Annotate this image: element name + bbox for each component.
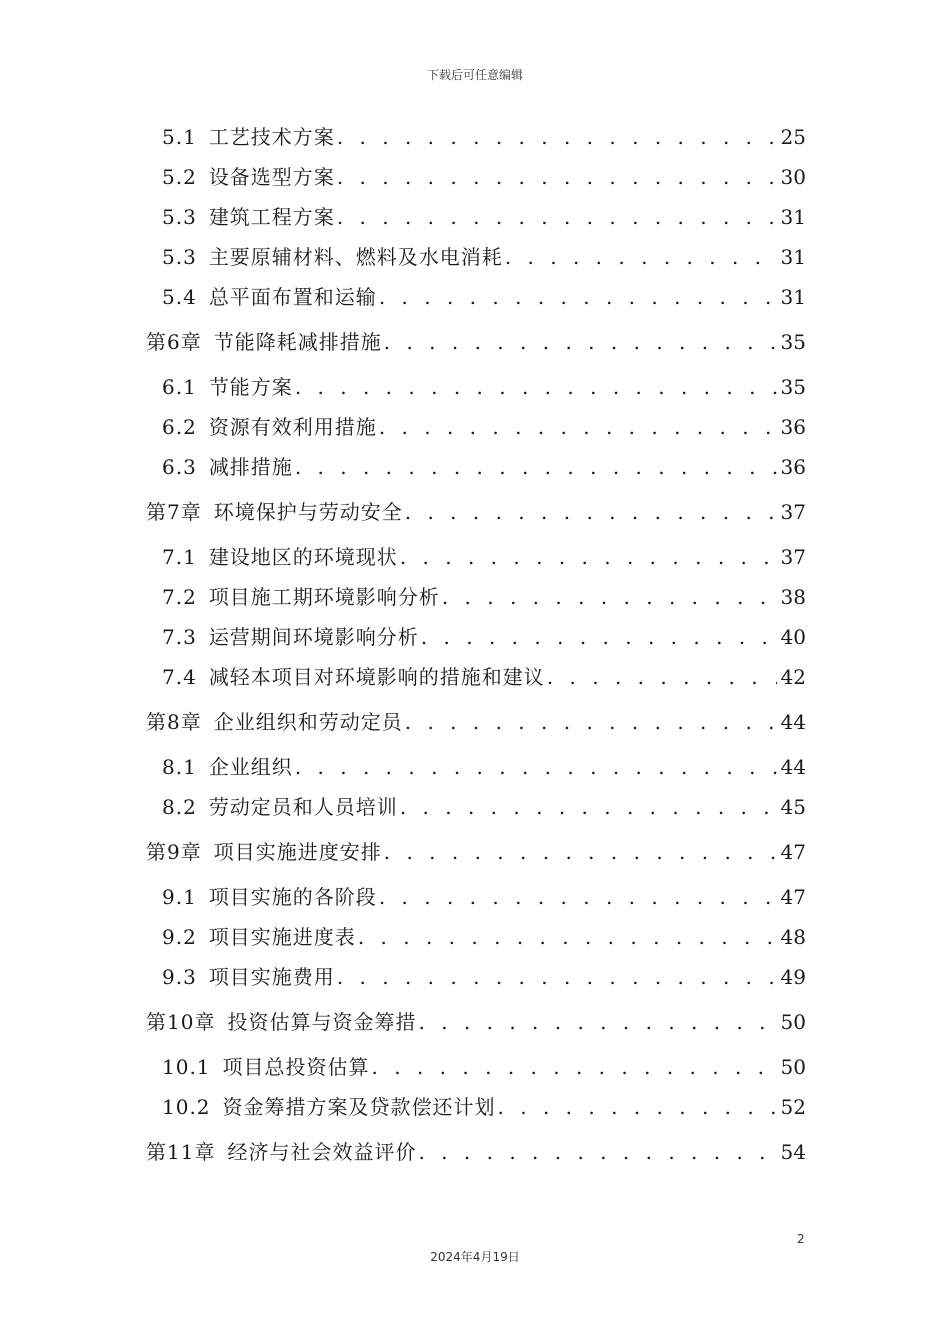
toc-entry-title: 建筑工程方案 <box>208 205 335 229</box>
toc-entry-page: 45 <box>780 795 806 819</box>
toc-entry-number: 9.1 <box>162 885 197 909</box>
toc-dot-leader <box>384 827 777 877</box>
toc-entry-title: 项目实施费用 <box>208 965 335 989</box>
toc-dot-leader <box>547 657 777 697</box>
toc-entry-title: 项目实施的各阶段 <box>208 885 377 909</box>
toc-entry-title: 总平面布置和运输 <box>208 285 377 309</box>
toc-dot-leader <box>498 1087 777 1127</box>
toc-dot-leader <box>295 367 777 407</box>
toc-entry-page: 50 <box>780 1055 806 1079</box>
toc-entry-page: 48 <box>780 925 806 949</box>
toc-section-entry[interactable] <box>146 367 806 407</box>
toc-section-entry[interactable] <box>146 917 806 957</box>
toc-entry-number: 9.3 <box>162 965 197 989</box>
toc-entry-title: 减排措施 <box>208 455 293 479</box>
toc-entry-number: 9.2 <box>162 925 197 949</box>
toc-entry-number: 7.3 <box>162 625 197 649</box>
toc-entry-number: 第8章 <box>146 710 202 734</box>
toc-entry-title: 资金筹措方案及贷款偿还计划 <box>222 1095 496 1119</box>
toc-entry-page: 36 <box>780 455 806 479</box>
toc-entry-number: 8.1 <box>162 755 197 779</box>
toc-section-entry[interactable] <box>146 277 806 317</box>
toc-dot-leader <box>295 447 777 487</box>
toc-section-entry[interactable] <box>146 237 806 277</box>
toc-entry-page: 52 <box>780 1095 806 1119</box>
toc-dot-leader <box>337 957 777 997</box>
toc-entry-number: 第10章 <box>146 1010 216 1034</box>
toc-dot-leader <box>405 487 777 537</box>
toc-section-entry[interactable] <box>146 1087 806 1127</box>
toc-chapter-entry[interactable] <box>146 697 806 747</box>
toc-entry-number: 第9章 <box>146 840 202 864</box>
toc-entry-title: 企业组织和劳动定员 <box>213 710 403 734</box>
toc-chapter-entry[interactable] <box>146 997 806 1047</box>
toc-entry-page: 54 <box>780 1140 806 1164</box>
toc-entry-number: 第6章 <box>146 330 202 354</box>
toc-entry-page: 44 <box>780 755 806 779</box>
toc-entry-page: 31 <box>780 205 806 229</box>
toc-entry-title: 节能降耗减排措施 <box>213 330 382 354</box>
toc-entry-title: 环境保护与劳动安全 <box>213 500 403 524</box>
toc-dot-leader <box>384 317 777 367</box>
toc-section-entry[interactable] <box>146 657 806 697</box>
toc-entry-page: 35 <box>780 330 806 354</box>
toc-entry-title: 节能方案 <box>208 375 293 399</box>
toc-entry-number: 6.2 <box>162 415 197 439</box>
toc-entry-number: 10.1 <box>162 1055 211 1079</box>
toc-entry-title: 资源有效利用措施 <box>208 415 377 439</box>
toc-dot-leader <box>358 917 777 957</box>
toc-entry-title: 项目实施进度表 <box>208 925 356 949</box>
toc-entry-number: 5.3 <box>162 205 197 229</box>
toc-entry-title: 建设地区的环境现状 <box>208 545 398 569</box>
toc-entry-page: 37 <box>780 500 806 524</box>
toc-dot-leader <box>442 577 777 617</box>
toc-entry-page: 35 <box>780 375 806 399</box>
toc-chapter-entry[interactable] <box>146 827 806 877</box>
toc-dot-leader <box>379 277 777 317</box>
toc-entry-title: 投资估算与资金筹措 <box>227 1010 417 1034</box>
toc-section-entry[interactable] <box>146 407 806 447</box>
toc-entry-page: 30 <box>780 165 806 189</box>
toc-entry-page: 31 <box>780 245 806 269</box>
toc-entry-number: 6.1 <box>162 375 197 399</box>
toc-entry-page: 37 <box>780 545 806 569</box>
toc-entry-number: 5.2 <box>162 165 197 189</box>
toc-entry-number: 5.4 <box>162 285 197 309</box>
toc-section-entry[interactable] <box>146 117 806 157</box>
toc-dot-leader <box>337 157 777 197</box>
toc-section-entry[interactable] <box>146 537 806 577</box>
toc-entry-number: 7.1 <box>162 545 197 569</box>
toc-entry-title: 减轻本项目对环境影响的措施和建议 <box>208 665 545 689</box>
toc-entry-page: 49 <box>780 965 806 989</box>
toc-entry-number: 6.3 <box>162 455 197 479</box>
toc-section-entry[interactable] <box>146 197 806 237</box>
toc-dot-leader <box>372 1047 777 1087</box>
toc-entry-number: 7.2 <box>162 585 197 609</box>
toc-section-entry[interactable] <box>146 1047 806 1087</box>
page-footer-date: 2024年4月19日 <box>430 1250 520 1264</box>
toc-entry-title: 企业组织 <box>208 755 293 779</box>
toc-dot-leader <box>418 1127 776 1177</box>
toc-entry-number: 10.2 <box>162 1095 211 1119</box>
toc-entry-title: 工艺技术方案 <box>208 125 335 149</box>
toc-section-entry[interactable] <box>146 877 806 917</box>
toc-entry-number: 第7章 <box>146 500 202 524</box>
toc-entry-number: 第11章 <box>146 1140 216 1164</box>
toc-section-entry[interactable] <box>146 747 806 787</box>
toc-dot-leader <box>418 997 776 1047</box>
toc-entry-number: 8.2 <box>162 795 197 819</box>
page-header: 下载后可任意编辑 <box>426 68 523 82</box>
toc-entry-page: 44 <box>780 710 806 734</box>
toc-entry-number: 5.3 <box>162 245 197 269</box>
toc-dot-leader <box>400 787 777 827</box>
toc-dot-leader <box>337 117 777 157</box>
toc-entry-page: 47 <box>780 840 806 864</box>
toc-dot-leader <box>400 537 777 577</box>
toc-entry-title: 项目总投资估算 <box>222 1055 370 1079</box>
page-number: 2 <box>797 1232 805 1246</box>
toc-entry-title: 主要原辅材料、燃料及水电消耗 <box>208 245 503 269</box>
toc-section-entry[interactable] <box>146 617 806 657</box>
toc-entry-title: 项目实施进度安排 <box>213 840 382 864</box>
toc-chapter-entry[interactable] <box>146 487 806 537</box>
toc-dot-leader <box>337 197 777 237</box>
toc-entry-title: 项目施工期环境影响分析 <box>208 585 440 609</box>
toc-section-entry[interactable] <box>146 447 806 487</box>
toc-dot-leader <box>505 237 777 277</box>
toc-section-entry[interactable] <box>146 957 806 997</box>
toc-dot-leader <box>379 877 777 917</box>
toc-chapter-entry[interactable] <box>146 317 806 367</box>
toc-entry-title: 运营期间环境影响分析 <box>208 625 419 649</box>
toc-chapter-entry[interactable] <box>146 1127 806 1177</box>
table-of-contents <box>146 117 806 1177</box>
toc-section-entry[interactable] <box>146 157 806 197</box>
toc-entry-page: 31 <box>780 285 806 309</box>
toc-entry-number: 7.4 <box>162 665 197 689</box>
toc-entry-number: 5.1 <box>162 125 197 149</box>
toc-entry-page: 25 <box>780 125 806 149</box>
toc-dot-leader <box>405 697 777 747</box>
toc-entry-page: 47 <box>780 885 806 909</box>
toc-entry-page: 42 <box>780 665 806 689</box>
toc-entry-page: 36 <box>780 415 806 439</box>
toc-entry-page: 50 <box>780 1010 806 1034</box>
toc-entry-page: 38 <box>780 585 806 609</box>
toc-entry-title: 劳动定员和人员培训 <box>208 795 398 819</box>
toc-dot-leader <box>295 747 777 787</box>
toc-section-entry[interactable] <box>146 787 806 827</box>
toc-dot-leader <box>379 407 777 447</box>
toc-entry-page: 40 <box>780 625 806 649</box>
toc-section-entry[interactable] <box>146 577 806 617</box>
toc-entry-title: 设备选型方案 <box>208 165 335 189</box>
toc-dot-leader <box>421 617 777 657</box>
toc-entry-title: 经济与社会效益评价 <box>227 1140 417 1164</box>
